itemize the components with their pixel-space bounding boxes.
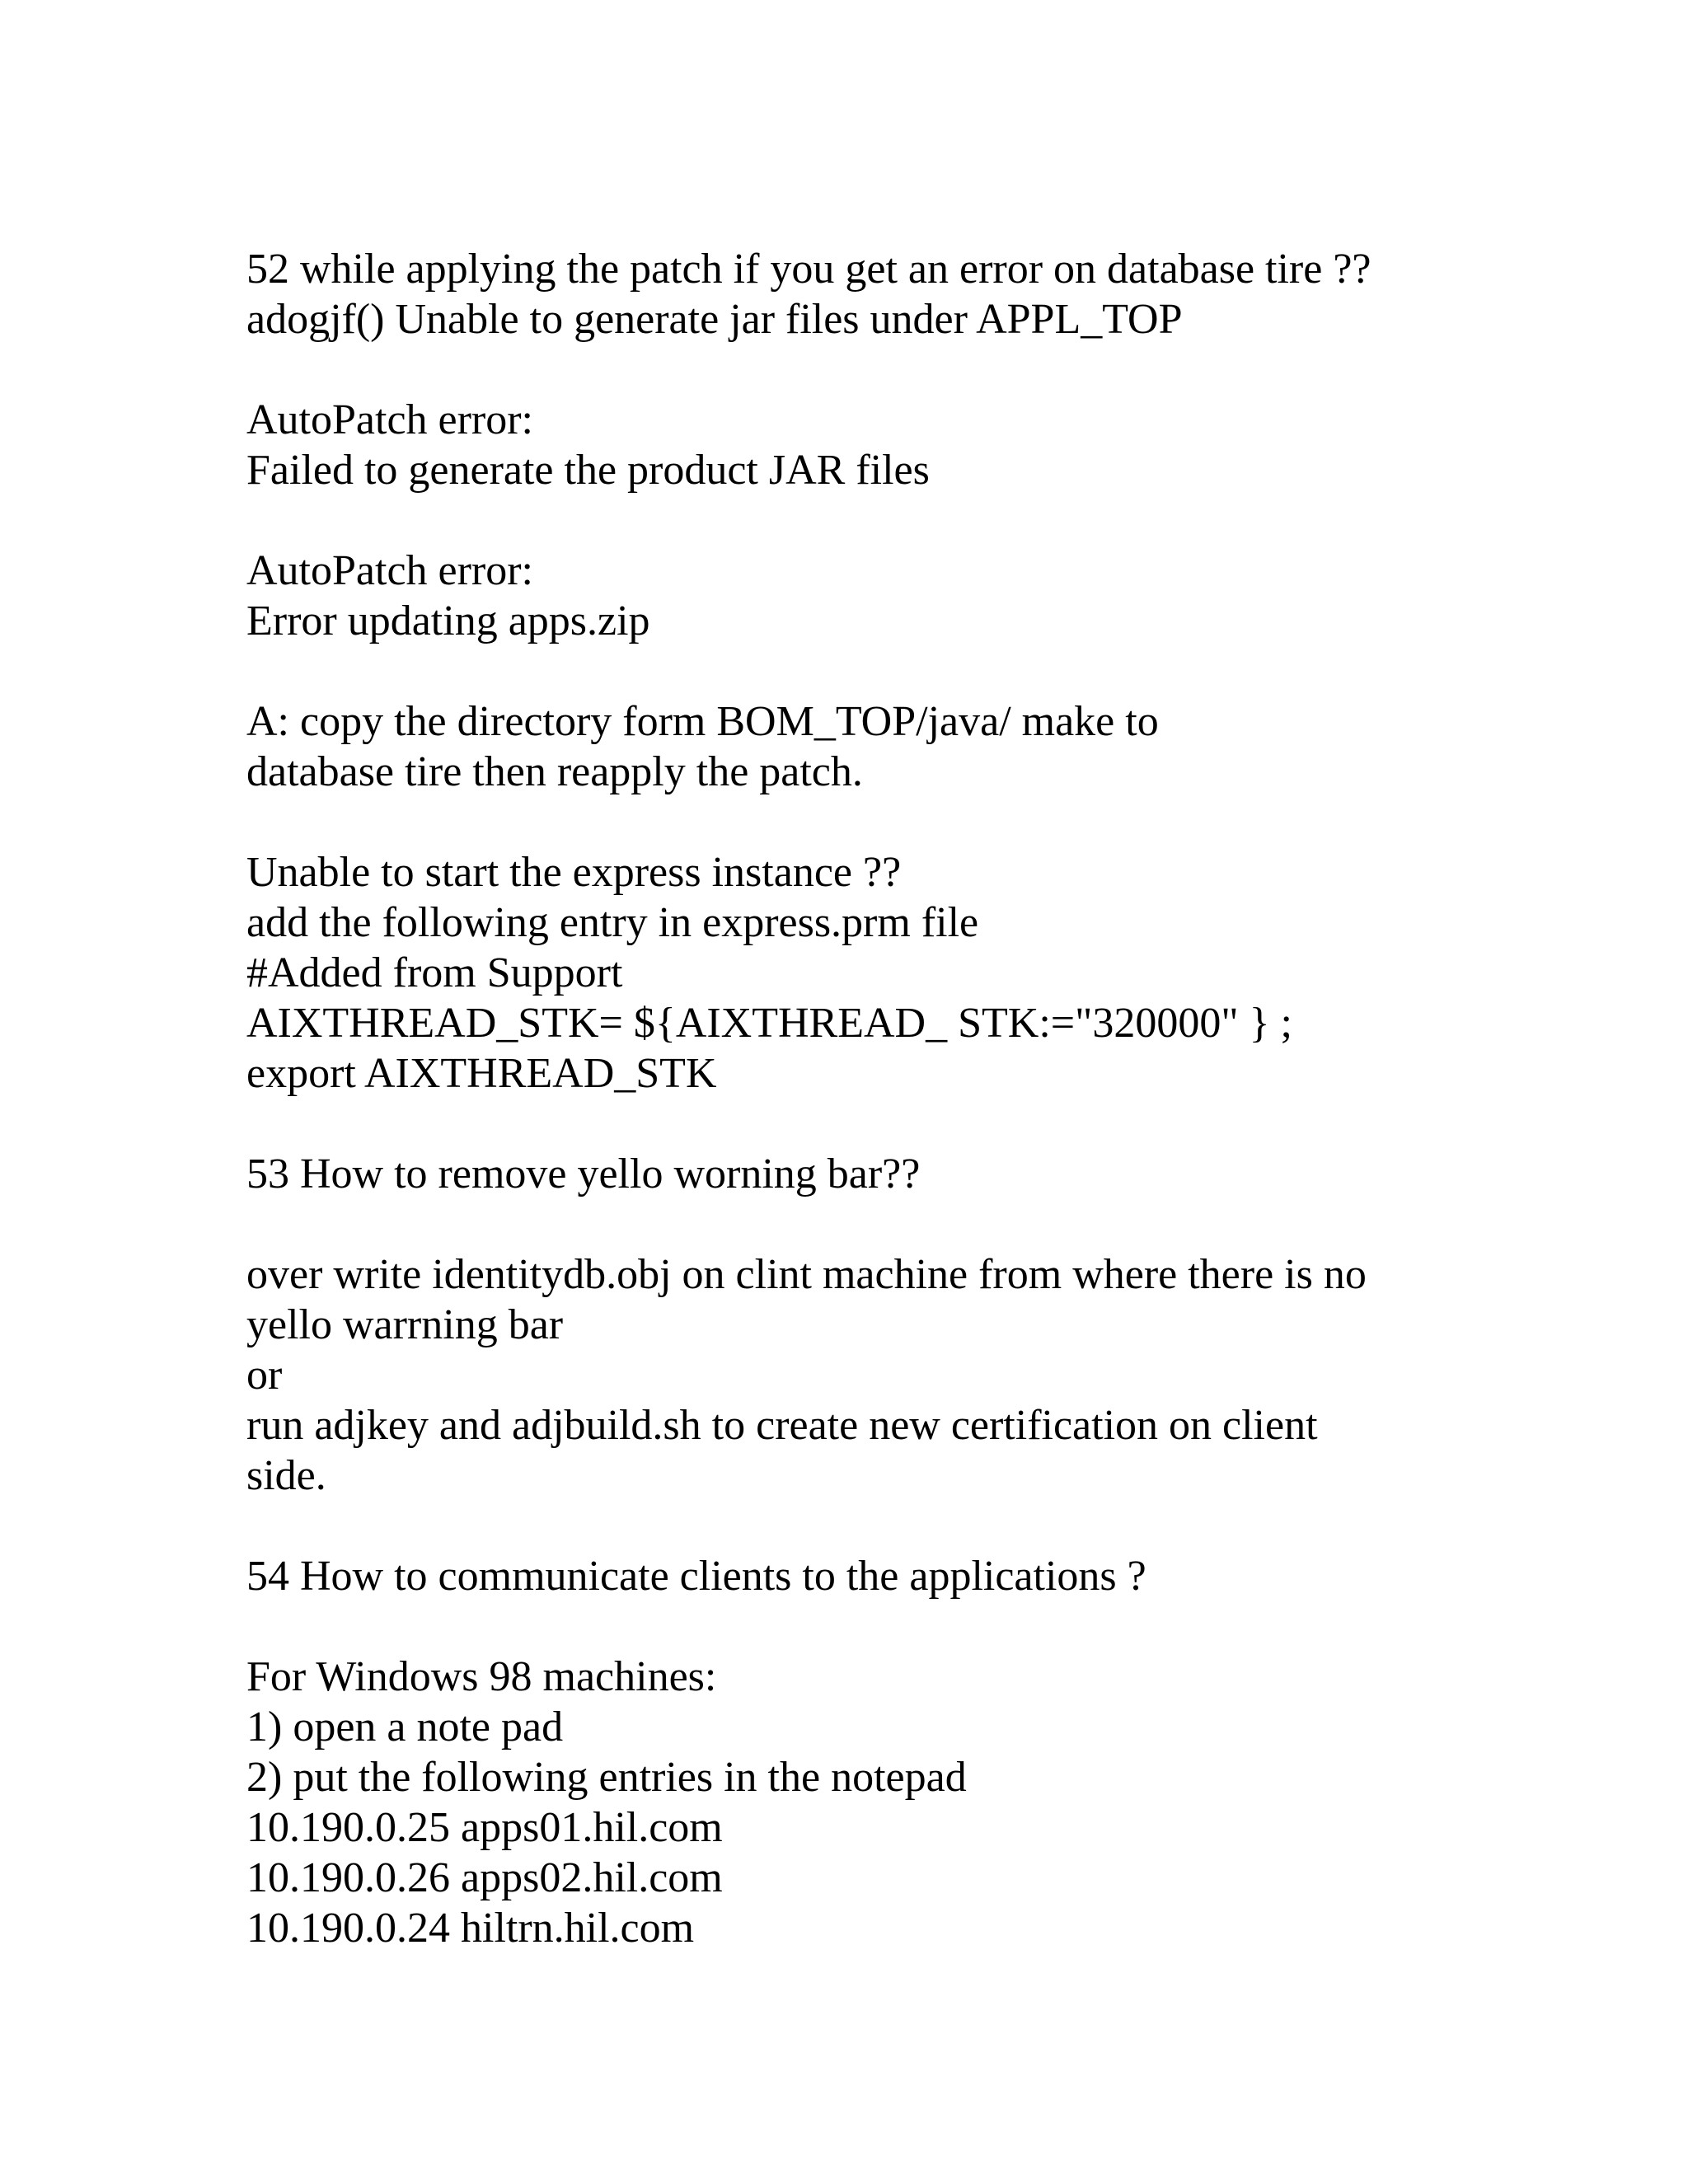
question-54-block <box>246 1551 1442 1601</box>
text-line: over write identitydb.obj on clint machine from where there is no <box>246 1251 1367 1298</box>
answer-53-block <box>246 1249 1442 1501</box>
answer-54-block <box>246 1652 1442 1953</box>
text-line: export AIXTHREAD_STK <box>246 1050 717 1097</box>
text-line: Unable to start the express instance ?? <box>246 849 902 896</box>
autopatch-error-block-1 <box>246 395 1442 495</box>
text-line: add the following entry in express.prm file <box>246 899 979 946</box>
document-body <box>246 244 1442 1953</box>
text-line: 10.190.0.26 apps02.hil.com <box>246 1854 723 1901</box>
question-52-block <box>246 244 1442 344</box>
paragraph-gap <box>246 1601 1442 1652</box>
paragraph-gap <box>246 797 1442 847</box>
text-line: AIXTHREAD_STK= ${AIXTHREAD_ STK:="320000" } ; <box>246 1000 1292 1047</box>
text-line: #Added from Support <box>246 949 623 996</box>
text-line: AutoPatch error: <box>246 547 534 594</box>
answer-52-block <box>246 696 1442 797</box>
text-line: 2) put the following entries in the notepad <box>246 1754 967 1801</box>
text-line: AutoPatch error: <box>246 396 534 443</box>
text-line: yello warrning bar <box>246 1301 564 1348</box>
text-line: adogjf() Unable to generate jar files under APPL_TOP <box>246 296 1183 343</box>
paragraph-gap <box>246 1199 1442 1249</box>
text-line: For Windows 98 machines: <box>246 1653 717 1700</box>
text-line: run adjkey and adjbuild.sh to create new certification on client <box>246 1402 1318 1449</box>
paragraph-gap <box>246 1099 1442 1149</box>
text-line: A: copy the directory form BOM_TOP/java/ make to <box>246 698 1159 745</box>
text-line: 10.190.0.24 hiltrn.hil.com <box>246 1905 695 1952</box>
paragraph-gap <box>246 646 1442 696</box>
text-line: 10.190.0.25 apps01.hil.com <box>246 1804 723 1851</box>
text-line: 54 How to communicate clients to the applications ? <box>246 1553 1146 1600</box>
autopatch-error-block-2 <box>246 546 1442 646</box>
paragraph-gap <box>246 344 1442 395</box>
paragraph-gap <box>246 1501 1442 1551</box>
question-53-block <box>246 1149 1442 1199</box>
text-line: side. <box>246 1452 326 1499</box>
text-line: 53 How to remove yello worning bar?? <box>246 1151 921 1197</box>
text-line: 52 while applying the patch if you get an error on database tire ?? <box>246 246 1372 293</box>
text-line: Error updating apps.zip <box>246 598 650 644</box>
text-line: database tire then reapply the patch. <box>246 748 863 795</box>
text-line: 1) open a note pad <box>246 1704 564 1750</box>
paragraph-gap <box>246 495 1442 546</box>
text-line: or <box>246 1352 283 1399</box>
express-instance-block <box>246 847 1442 1099</box>
text-line: Failed to generate the product JAR files <box>246 447 930 494</box>
